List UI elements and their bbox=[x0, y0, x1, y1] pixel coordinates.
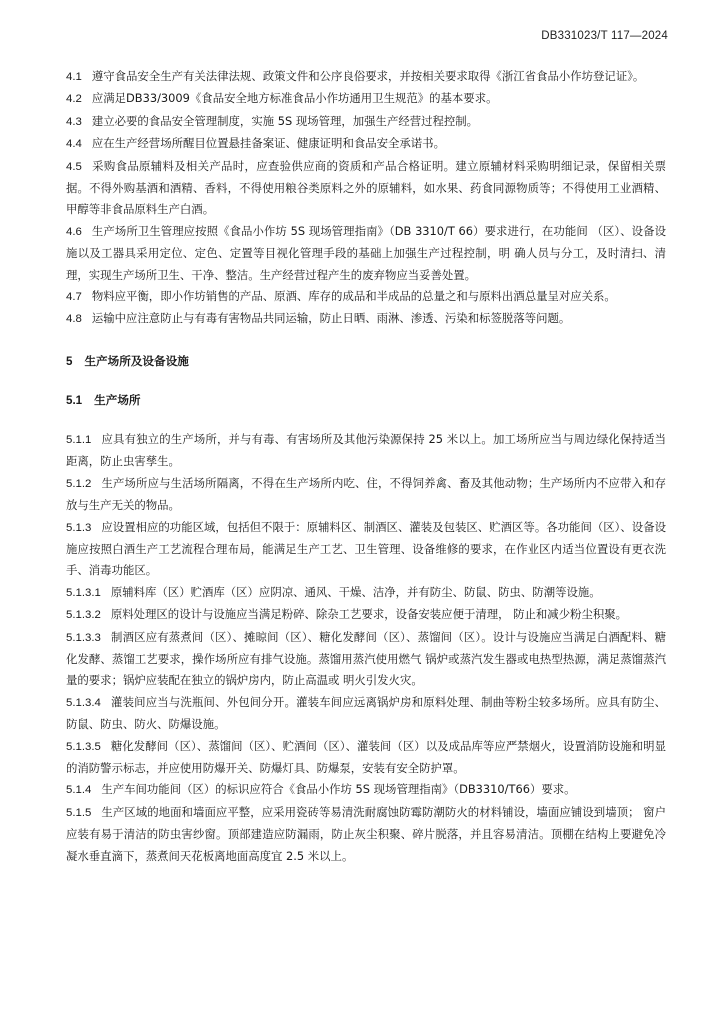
clause-text: 原辅料库（区）贮酒库（区）应阴凉、通风、干燥、洁净，并有防尘、防鼠、防虫、防潮等设施。 bbox=[110, 584, 601, 599]
document-code: DB331023/T 117—2024 bbox=[541, 30, 668, 42]
clause-paragraph bbox=[66, 429, 666, 473]
clause-number: 4.2 bbox=[66, 93, 82, 106]
section-5-1-title: 生产场所 bbox=[94, 392, 141, 407]
clause-paragraph bbox=[66, 473, 666, 517]
clause-number: 4.8 bbox=[66, 313, 82, 326]
clause-paragraph bbox=[66, 156, 666, 221]
clause-number: 5.1.5 bbox=[66, 806, 92, 819]
clause-paragraph bbox=[66, 66, 666, 88]
clause-paragraph bbox=[66, 627, 666, 692]
clause-text: 采购食品原辅料及相关产品时，应查验供应商的资质和产品合格证明。建立原辅材料采购明细记录，保留相关票据。不得外购基酒和酒精、香料，不得使用粮谷类原料之外的原辅料，如水果、药食同源物质等；不得使用工业酒精、甲醇等非食品原料生产白酒。 bbox=[66, 158, 666, 217]
clause-number: 5.1.3.4 bbox=[66, 696, 101, 709]
clause-text: 生产场所卫生管理应按照《食品小作坊 5S 现场管理指南》（DB 3310/T 66）要求进行，在功能间 （区）、设备设施以及工器具采用定位、定色、定置等目视化管理手段的基础上加强生产过程控制，明 确人员与分工，及时清扫、清理，实现生产场所卫生、干净、整洁。生产经营过程产生的废弃物应当妥善处置。 bbox=[66, 223, 666, 282]
clause-number: 4.6 bbox=[66, 225, 82, 238]
section-5-heading bbox=[66, 351, 666, 372]
clause-paragraph bbox=[66, 604, 666, 626]
clause-text: 生产区域的地面和墙面应平整，应采用瓷砖等易清洗耐腐蚀防霉防潮防火的材料铺设，墙面应铺设到墙顶； 窗户应装有易于清洁的防虫害纱窗。顶部建造应防漏雨，防止灰尘积聚、碎片脱落，并且容易清洁。顶棚在结构上要避免冷凝水垂直滴下，蒸煮间天花板离地面高度宜 2.5 米以上。 bbox=[66, 804, 666, 863]
clause-number: 5.1.3 bbox=[66, 521, 92, 534]
clause-number: 4.3 bbox=[66, 115, 82, 128]
clause-text: 生产车间功能间（区）的标识应符合《食品小作坊 5S 现场管理指南》（DB3310/T66）要求。 bbox=[101, 782, 576, 797]
clause-paragraph bbox=[66, 133, 666, 155]
clause-text: 应在生产经营场所醒目位置悬挂备案证、健康证明和食品安全承诺书。 bbox=[91, 136, 445, 151]
clause-text: 生产场所应与生活场所隔离，不得在生产场所内吃、住，不得饲养禽、畜及其他动物；生产场所内不应带入和存放与生产无关的物品。 bbox=[66, 475, 666, 513]
clause-paragraph bbox=[66, 692, 666, 736]
section-5-1-list bbox=[66, 429, 666, 867]
clause-number: 5.1.3.1 bbox=[66, 586, 101, 599]
clause-paragraph bbox=[66, 221, 666, 286]
clause-paragraph bbox=[66, 582, 666, 604]
section-5-1-heading bbox=[66, 390, 666, 411]
clause-paragraph bbox=[66, 111, 666, 133]
clause-number: 5.1.1 bbox=[66, 433, 92, 446]
clause-text: 运输中应注意防止与有毒有害物品共同运输，防止日晒、雨淋、渗透、污染和标签脱落等问题。 bbox=[91, 311, 571, 326]
clause-paragraph bbox=[66, 779, 666, 801]
clause-paragraph bbox=[66, 802, 666, 867]
clause-text: 灌装间应当与洗瓶间、外包间分开。灌装车间应远离锅炉房和原料处理、制曲等粉尘较多场所。应具有防尘、防鼠、防虫、防火、防爆设施。 bbox=[66, 694, 666, 732]
clause-text: 糖化发酵间（区）、蒸馏间（区）、贮酒间（区）、灌装间（区）以及成品库等应严禁烟火，设置消防设施和明显的消防警示标志，并应使用防爆开关、防爆灯具、防爆泵，安装有安全防护罩。 bbox=[66, 738, 666, 775]
clause-text: 应满足DB33/3009《食品安全地方标准食品小作坊通用卫生规范》的基本要求。 bbox=[91, 91, 498, 106]
clause-paragraph bbox=[66, 517, 666, 582]
section-5-number: 5 bbox=[66, 354, 73, 368]
clause-text: 应具有独立的生产场所，并与有毒、有害场所及其他污染源保持 25 米以上。加工场所应当与周边绿化保持适当距离，防止虫害孳生。 bbox=[66, 431, 666, 469]
section-5-1-number: 5.1 bbox=[66, 393, 83, 407]
clause-paragraph bbox=[66, 286, 666, 308]
clause-paragraph bbox=[66, 88, 666, 110]
section-4-list bbox=[66, 66, 666, 331]
clause-number: 4.5 bbox=[66, 160, 82, 173]
clause-number: 5.1.2 bbox=[66, 477, 92, 490]
clause-text: 原料处理区的设计与设施应当满足粉碎、除杂工艺要求，设备安装应便于清理， 防止和减少粉尘积聚。 bbox=[110, 607, 628, 622]
clause-number: 5.1.3.3 bbox=[66, 631, 101, 644]
document-body bbox=[66, 66, 666, 867]
section-5-title: 生产场所及设备设施 bbox=[84, 353, 189, 368]
clause-number: 4.1 bbox=[66, 71, 82, 83]
clause-number: 4.4 bbox=[66, 138, 82, 151]
clause-paragraph bbox=[66, 308, 666, 330]
clause-text: 制酒区应有蒸煮间（区）、摊晾间（区）、糖化发酵间（区）、蒸馏间（区）。设计与设施应当满足白酒配料、糖化发酵、蒸馏工艺要求，操作场所应有排气设施。蒸馏用蒸汽使用燃气 锅炉或蒸汽发生器或电热型热源，满足蒸馏蒸汽量的要求；锅炉应装配在独立的锅炉房内，防止高温或 明火引发火灾。 bbox=[66, 629, 666, 688]
clause-text: 遵守食品安全生产有关法律法规、政策文件和公序良俗要求，并按相关要求取得《浙江省食品小作坊登记证》。 bbox=[91, 69, 645, 83]
clause-text: 建立必要的食品安全管理制度，实施 5S 现场管理，加强生产经营过程控制。 bbox=[91, 113, 479, 128]
clause-paragraph bbox=[66, 736, 666, 780]
clause-text: 物料应平衡，即小作坊销售的产品、原酒、库存的成品和半成品的总量之和与原料出酒总量呈对应关系。 bbox=[91, 289, 616, 304]
clause-number: 5.1.3.2 bbox=[66, 609, 101, 622]
clause-number: 4.7 bbox=[66, 291, 82, 304]
clause-text: 应设置相应的功能区域，包括但不限于：原辅料区、制酒区、灌装及包装区、贮酒区等。各功能间（区）、设备设施应按照白酒生产工艺流程合理布局，能满足生产工艺、卫生管理、设备维修的要求，在作业区内适当位置设有更衣洗手、消毒功能区。 bbox=[66, 519, 666, 578]
clause-number: 5.1.3.5 bbox=[66, 740, 101, 753]
clause-number: 5.1.4 bbox=[66, 784, 92, 797]
